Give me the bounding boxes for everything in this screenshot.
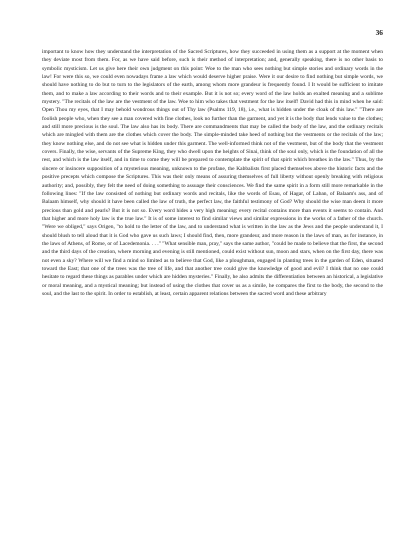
body-paragraph: important to know how they understand the interpretation of the Sacred Scriptures, how they succeeded in using them as a support at the moment when they deviate most from them. For, as we have said before, such is their method of interpretation; and, generally speaking, there is no other basis to symbolic mysticism. Let us give here their own judgment on this point: Woe to the man who sees nothing but simple stories and ordinary words in the law! For were this so, we could even nowadays frame a law which would deserve higher praise. Were it our desire to find nothing but simple words, we should have nothing to do but to turn to the legislators of the earth, among whom more grandeur is frequently found. I It would be sufficient to imitate them, and to make a law according to their words and to their example. But it is not so; every word of the law holds an exalted meaning and a sublime mystery. "The recitals of the law are the vestment of the law. Woe to him who takes that vestment for the law itself! David had this in mind when he said: Open Thou my eyes, that I may behold wondrous things out of Thy law (Psalms 119, 18), i.e., what is hidden under the cloak of this law." "There are foolish people who, when they see a man covered with fine clothes, look no further than the garment, and yet it is the body that lends value to the clothes; and still more precious is the soul. The law also has its body. There are commandments that may be called the body of the law, and the ordinary recitals which are mingled with them are the clothes which cover the body. The simple-minded take heed of nothing but the vestments or the recitals of the law; they know nothing else, and do not see what is hidden under this garment. The well-informed think not of the vestment, but of the body that the vestment covers. Finally, the wise, servants of the Supreme King, they who dwell upon the heights of Sinai, think of the soul only, which is the foundation of all the rest, and which is the law itself, and in time to come they will be prepared to contemplate the spirit of that spirit which breathes in the law." Thus, by the sincere or insincere supposition of a mysterious meaning, unknown to the profane, the Kabbalists first placed themselves above the historic facts and the positive precepts which compose the Scriptures. This was their only means of assuring themselves of full liberty without openly breaking with religious authority; and, possibly, they felt the need of doing something to assuage their consciences. We find the same spirit in a form still more remarkable in the following lines: "If the law consisted of nothing but ordinary words and recitals, like the words of Esau, of Hagar, of Laban, of Balaam's ass, and of Balaam himself, why should it have been called the law of truth, the perfect law, the faithful testimony of God? Why should the wise man deem it more precious than gold and pearls? But it is not so. Every word hides a very high meaning; every recital contains more than events it seems to contain. And that higher and more holy law is the true law." It is of some interest to find similar views and similar expressions in the works of a father of the church. "Were we obliged," says Origen, "to hold to the letter of the law, and to understand what is written in the law as the Jews and the people understand it, I should blush to tell aloud that it is God who gave us such laws; I should find, then, more grandeur, and more reason in the laws of man, as for instance, in the laws of Athens, of Rome, or of Lacedemonia. . . ." "What sensible man, pray," says the same author, "could be made to believe that the first, the second and the third days of the creation, where morning and evening is still mentioned, could exist without sun, moon and stars, when on the first day, there was not even a sky? Where will we find a mind so limited as to believe that God, like a ploughman, engaged in planting trees in the garden of Eden, situated toward the East; that one of the trees was the tree of life, and that another tree could give the knowledge of good and evil? I think that no one could hesitate to regard these things as parables under which are hidden mysteries." Finally, he also admits the differentiation between an historical, a legislative or moral meaning, and a mystical meaning; but instead of using the clothes that cover us as a simile, he compares the first to the body, the second to the soul, and the last to the spirit. In order to establish, at least, certain apparent relations between the sacred word and these arbitrary (42, 49, 383, 297)
page-number: 36 (375, 28, 383, 37)
